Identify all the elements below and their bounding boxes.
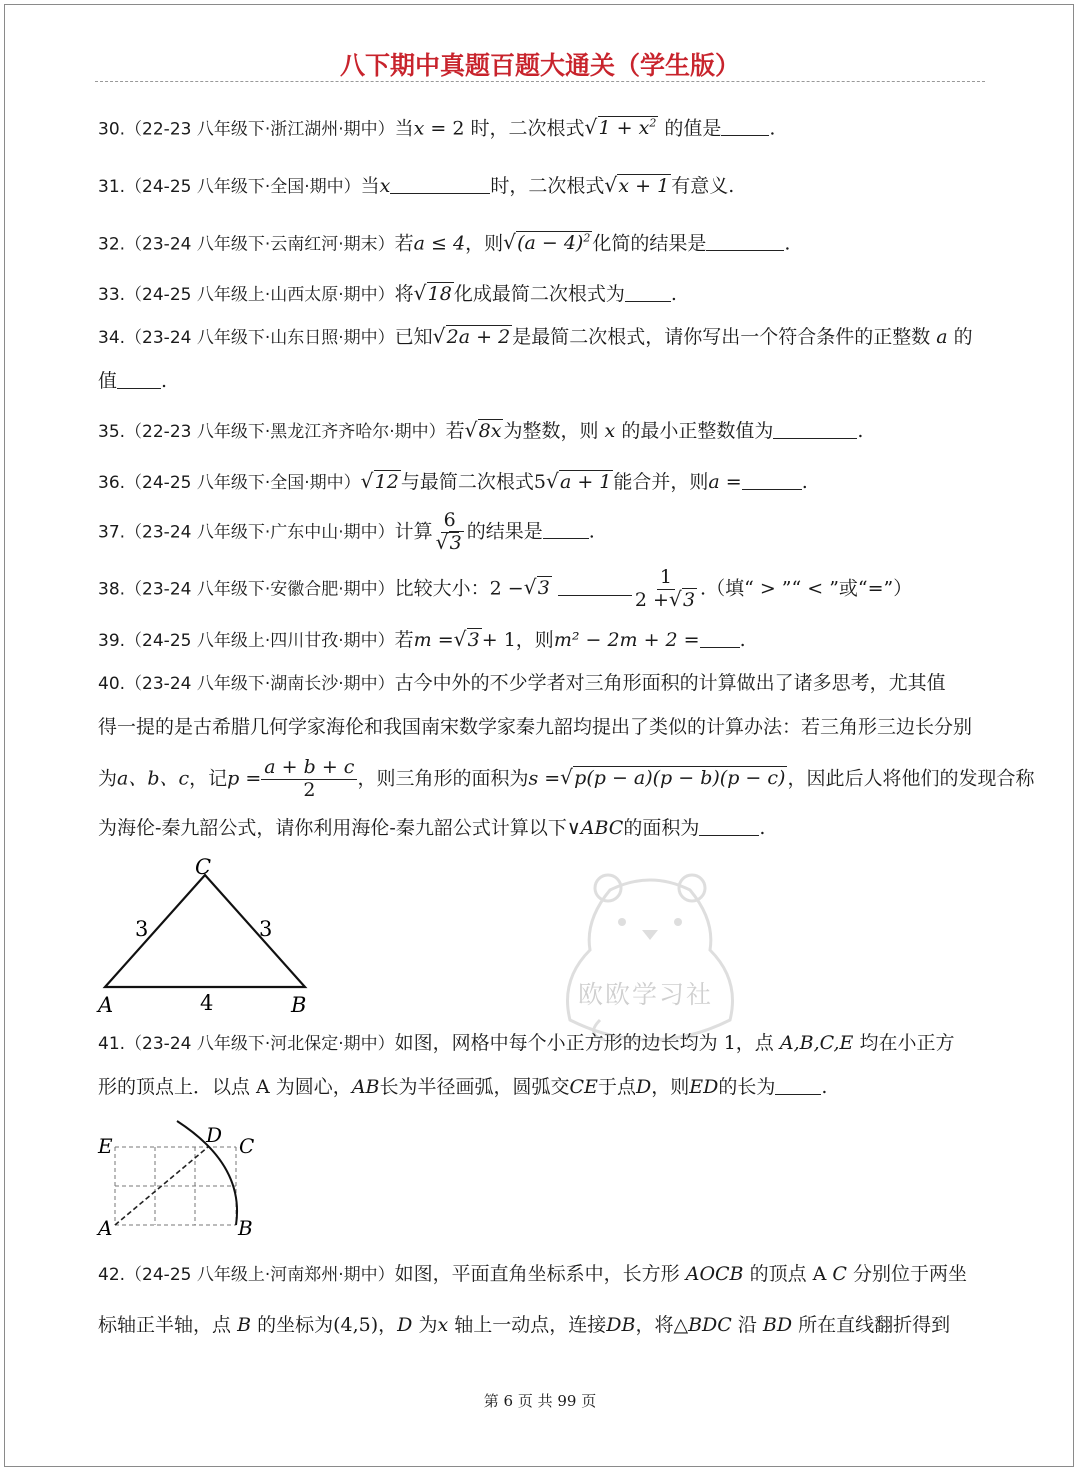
question-37: 37.（23-24 八年级下·广东中山·期中）计算 6 √ 3 的结果是 . [98, 509, 595, 554]
answer-blank[interactable] [390, 175, 490, 194]
sqrt-expression: √ p(p − a)(p − b)(p − c) [560, 765, 786, 790]
watermark-text: 欧欧学习社 [578, 980, 714, 1009]
question-33: 33.（24-25 八年级上·山西太原·期中）将 √ 18 化成最简二次根式为 . [98, 281, 677, 305]
answer-blank[interactable] [558, 577, 632, 596]
sqrt-expression: √ 12 [360, 469, 399, 493]
answer-blank[interactable] [117, 370, 161, 389]
question-number: 30. [98, 119, 126, 140]
question-38: 38.（23-24 八年级下·安徽合肥·期中）比较大小：2 − √ 3 1 2 + √ 3 .（填“ > ”“ < ”或“=”） [98, 566, 913, 611]
label-point-b: B [238, 1216, 253, 1240]
answer-blank[interactable] [773, 420, 857, 439]
fraction: $\frac{a + b + c}{2}$ [261, 757, 357, 802]
label-vertex-b: B [291, 993, 307, 1017]
question-30: 30.（22-23 八年级下·浙江湖州·期中）当x = 2 时，二次根式 √ $1 + x^2$ 的值是 . [98, 115, 776, 140]
sqrt-expression: √ 3 [523, 575, 550, 600]
answer-blank[interactable] [699, 817, 759, 836]
question-31: 31.（24-25 八年级下·全国·期中）当x 时，二次根式 √ x + 1 有意义. [98, 173, 735, 197]
label-point-c: C [239, 1134, 255, 1158]
question-42-line2: 标轴正半轴，点 B 的坐标为(4,5)，D 为x 轴上一动点，连接DB，将△BDC 沿 BD 所在直线翻折得到 [98, 1314, 951, 1336]
fraction: 6 √ 3 [435, 509, 462, 554]
triangle-figure [95, 850, 325, 1020]
label-side-ab: 4 [200, 991, 214, 1015]
answer-blank[interactable] [706, 232, 784, 251]
label-point-a: A [98, 1216, 113, 1240]
question-40-line3: 为a、b、c，记p = $\frac{a + b + c}{2}$ ，则三角形的面积为s = √ p(p − a)(p − b)(p − c) ，因此后人将他们的发现合称 [98, 756, 1035, 801]
question-35: 35.（22-23 八年级下·黑龙江齐齐哈尔·期中）若 √ 8x 为整数，则 x 的最小正整数值为 . [98, 418, 864, 442]
question-32: 32.（23-24 八年级下·云南红河·期末）若a ≤ 4，则 √ $(a - 4)^2$ 化简的结果是 . [98, 230, 791, 255]
question-36: 36.（24-25 八年级下·全国·期中） √ 12 与最简二次根式5 √ a + 1 能合并，则a = . [98, 469, 808, 493]
sqrt-expression: √ 18 [413, 281, 452, 305]
question-34-line2: 值 . [98, 370, 168, 392]
fraction: 1 2 + √ 3 [634, 566, 696, 611]
label-vertex-c: C [195, 855, 212, 879]
answer-blank[interactable] [625, 283, 671, 302]
answer-blank[interactable] [700, 629, 740, 648]
sqrt-expression: √ $1 + x^2$ [584, 115, 657, 140]
page-footer: 第 6 页 共 99 页 [483, 1392, 597, 1410]
question-41: 41.（23-24 八年级下·河北保定·期中）如图，网格中每个小正方形的边长均为 1，点 A,B,C,E 均在小正方 [98, 1032, 955, 1054]
label-point-d: D [206, 1123, 223, 1147]
question-40-line2: 得一提的是古希腊几何学家海伦和我国南宋数学家秦九韶均提出了类似的计算办法：若三角形三边长分别 [98, 716, 973, 738]
question-34: 34.（23-24 八年级下·山东日照·期中）已知 √ 2a + 2 是最简二次根式，请你写出一个符合条件的正整数 a 的 [98, 324, 973, 348]
label-side-bc: 3 [259, 917, 273, 941]
label-vertex-a: A [98, 993, 114, 1017]
question-40: 40.（23-24 八年级下·湖南长沙·期中）古今中外的不少学者对三角形面积的计算做出了诸多思考，尤其值 [98, 672, 946, 694]
sqrt-expression: √ 2a + 2 [432, 324, 511, 348]
page-title: 八下期中真题百题大通关（学生版） [339, 51, 740, 80]
question-41-line2: 形的顶点上．以点 A 为圆心，AB长为半径画弧，圆弧交CE于点D，则ED的长为 . [98, 1076, 828, 1098]
sqrt-expression: √ a + 1 [545, 469, 612, 493]
sqrt-expression: √ 3 [453, 627, 480, 651]
grid-figure [95, 1115, 270, 1240]
question-40-line4: 为海伦-秦九韶公式，请你利用海伦-秦九韶公式计算以下∨ABC的面积为 . [98, 817, 766, 839]
bear-watermark [540, 870, 760, 1050]
question-39: 39.（24-25 八年级上·四川甘孜·期中）若m = √ 3 + 1，则m² − 2m + 2 = . [98, 627, 746, 651]
question-42: 42.（24-25 八年级上·河南郑州·期中）如图，平面直角坐标系中，长方形 AOCB 的顶点 A C 分别位于两坐 [98, 1263, 967, 1285]
answer-blank[interactable] [742, 471, 802, 490]
sqrt-expression: √ $(a - 4)^2$ [503, 230, 591, 255]
question-source: （22-23 八年级下·浙江湖州·期中） [125, 119, 395, 140]
sqrt-expression: √ x + 1 [604, 173, 670, 197]
answer-blank[interactable] [543, 520, 589, 539]
title-divider [95, 81, 985, 82]
label-point-e: E [98, 1134, 113, 1158]
answer-blank[interactable] [721, 117, 769, 136]
sqrt-expression: √ 8x [464, 418, 502, 442]
label-side-ac: 3 [135, 917, 149, 941]
answer-blank[interactable] [775, 1076, 821, 1095]
